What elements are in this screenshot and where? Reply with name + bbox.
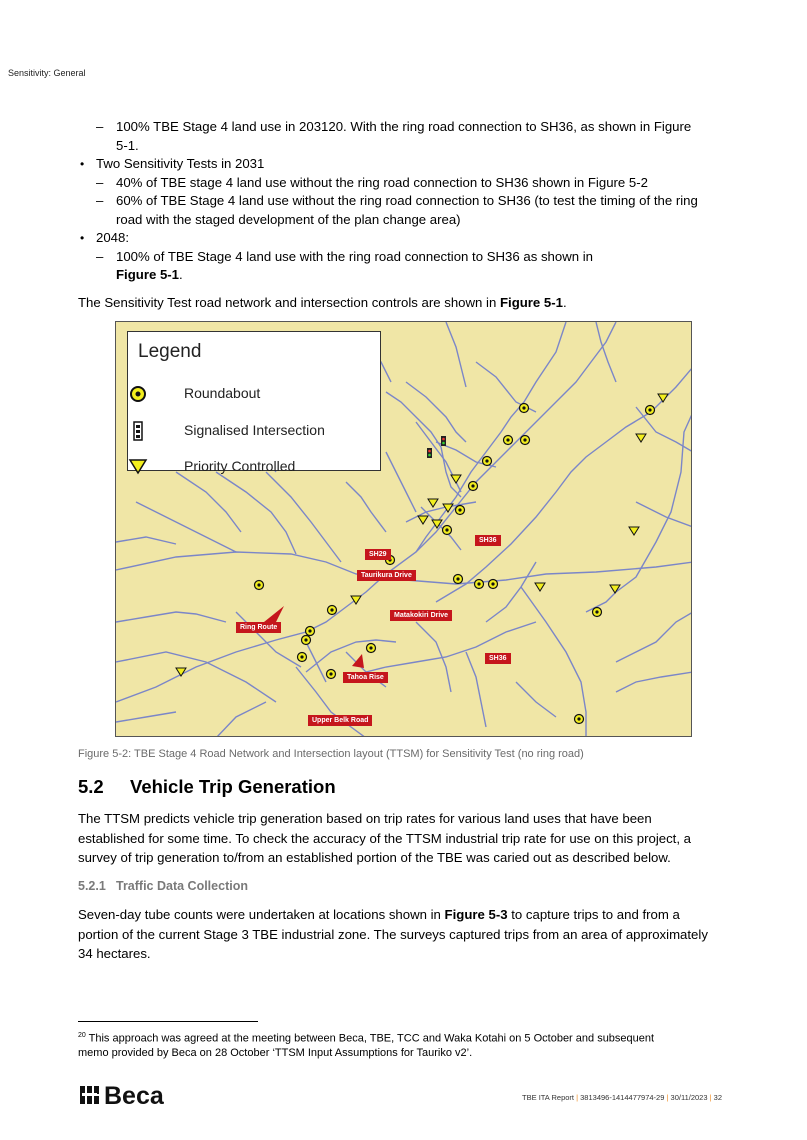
list-item: – 100% of TBE Stage 4 land use with the ring road connection to SH36 as shown in xyxy=(96,248,594,264)
punctuation: . xyxy=(179,267,183,282)
figure-reference[interactable]: Figure 5-1 xyxy=(116,267,180,282)
priority-icon xyxy=(451,475,461,483)
list-item xyxy=(78,229,728,248)
road-label-sh36: SH36 xyxy=(475,535,501,546)
paragraph-line: survey of trip generation to/from an established portion of the TBE was caried out as described below. xyxy=(78,850,671,865)
priority-icon xyxy=(128,457,148,477)
road-label-ring-route: Ring Route xyxy=(236,622,281,633)
list-item-text: 100% of TBE Stage 4 land use with the ring road connection to SH36 as shown in xyxy=(116,248,594,264)
punctuation: . xyxy=(563,295,567,310)
page-footer: TBE ITA Report | 3813496-1414477974-29 | 30/11/2023 | 32 xyxy=(522,1093,722,1102)
signal-icon xyxy=(128,421,148,441)
list-item-text: 60% of TBE Stage 4 land use without the ring road connection to SH36 (to test the timing of the ring xyxy=(116,193,698,208)
legend-priority-label: Priority Controlled xyxy=(184,458,296,474)
intro-text: The Sensitivity Test road network and intersection controls are shown in xyxy=(78,295,500,310)
road-label-sh36: SH36 xyxy=(485,653,511,664)
beca-logo-mark xyxy=(80,1082,190,1108)
priority-icon xyxy=(535,583,545,591)
section-heading xyxy=(78,776,336,798)
footnote-line xyxy=(78,1029,738,1046)
subsection-number: 5.2.1 xyxy=(78,879,106,893)
subsection-heading xyxy=(78,879,248,893)
legend-roundabout-label: Roundabout xyxy=(184,385,261,401)
list-item-text: Two Sensitivity Tests in 2031 xyxy=(96,156,265,171)
priority-icon xyxy=(428,499,438,507)
logo-text: Beca xyxy=(104,1082,164,1108)
footnote-divider xyxy=(78,1021,258,1022)
signal-icon xyxy=(427,448,432,458)
body-paragraph xyxy=(78,905,738,964)
classification-label: Sensitivity: General xyxy=(8,68,86,78)
list-item-text: 100% TBE Stage 4 land use in 203120. With the ring road connection to SH36, as shown in Figure xyxy=(116,119,692,134)
paragraph-line: The TTSM predicts vehicle trip generation based on trip rates for various land uses that have been xyxy=(78,811,652,826)
road-label-tahoa: Tahoa Rise xyxy=(343,672,388,683)
list-item xyxy=(78,155,728,174)
road-label-upper-belk: Upper Belk Road xyxy=(308,715,372,726)
body-paragraph xyxy=(78,809,738,868)
priority-icon xyxy=(636,434,646,442)
paragraph-line xyxy=(78,905,738,925)
report-date: 30/11/2023 xyxy=(670,1093,708,1102)
list-item: – 40% of TBE stage 4 land use without the ring road connection to SH36 shown in Figure 5-2 xyxy=(96,174,648,190)
footnote-line: memo provided by Beca on 28 October ‘TTSM Input Assumptions for Tauriko v2’. xyxy=(78,1046,473,1059)
bullet-list xyxy=(78,118,728,285)
roundabout-icon xyxy=(128,384,148,404)
figure-caption: Figure 5-2: TBE Stage 4 Road Network and Intersection layout (TTSM) for Sensitivity Test (no ring road) xyxy=(78,748,584,760)
priority-icon xyxy=(629,527,639,535)
list-item-text: 5-1. xyxy=(116,137,139,153)
list-item: – 100% TBE Stage 4 land use in 203120. With the ring road connection to SH36, as shown in Figure xyxy=(96,119,692,134)
road-network-map xyxy=(115,321,692,737)
report-name: TBE ITA Report xyxy=(522,1093,574,1102)
footnote-marker: 20 xyxy=(78,1032,86,1039)
paragraph-line: established for some time. To check the accuracy of the TTSM industrial trip rate for use on this project, a xyxy=(78,830,692,846)
priority-icon xyxy=(610,585,620,593)
legend-signalised-label: Signalised Intersection xyxy=(184,422,325,438)
signal-icon xyxy=(441,436,446,446)
map-legend xyxy=(127,331,381,474)
road-label-sh29: SH29 xyxy=(365,549,391,560)
list-item-text: road with the staged development of the plan change area) xyxy=(116,211,461,227)
road-label-matakokiri: Matakokiri Drive xyxy=(390,610,452,621)
list-item-continued xyxy=(78,266,728,285)
footnote-text: This approach was agreed at the meeting between Beca, TBE, TCC and Waka Kotahi on 5 October and subsequent xyxy=(85,1032,655,1045)
list-item-text: 2048: xyxy=(96,230,130,245)
figure-reference[interactable]: Figure 5-3 xyxy=(444,907,508,922)
priority-icon xyxy=(658,394,668,402)
paragraph-line: portion of the current Stage 3 TBE industrial zone. The surveys captured trips from an area of approximately xyxy=(78,926,708,942)
legend-title: Legend xyxy=(138,341,202,362)
paragraph-text: to capture trips to and from a xyxy=(507,907,680,922)
priority-icon xyxy=(418,516,428,524)
figure-reference[interactable]: Figure 5-1 xyxy=(499,295,563,310)
footnote xyxy=(78,1029,738,1060)
paragraph-line: 34 hectares. xyxy=(78,946,151,961)
paragraph-text: Seven-day tube counts were undertaken at locations shown in xyxy=(78,907,445,922)
beca-logo xyxy=(80,1082,190,1113)
road-label-taurikura: Taurikura Drive xyxy=(357,570,416,581)
section-number: 5.2 xyxy=(78,776,104,797)
list-item-continued xyxy=(78,137,728,156)
subsection-title: Traffic Data Collection xyxy=(116,879,248,893)
list-item: – 60% of TBE Stage 4 land use without the ring road connection to SH36 (to test the timing of the ring xyxy=(96,193,698,208)
intro-paragraph xyxy=(78,295,567,310)
report-reference: 3813496-1414477974-29 xyxy=(580,1093,665,1102)
list-item-continued xyxy=(78,211,728,230)
list-item-text: 40% of TBE stage 4 land use without the ring road connection to SH36 shown in Figure 5-2 xyxy=(116,174,648,190)
page-number: 32 xyxy=(713,1093,722,1102)
section-title: Vehicle Trip Generation xyxy=(130,776,336,797)
